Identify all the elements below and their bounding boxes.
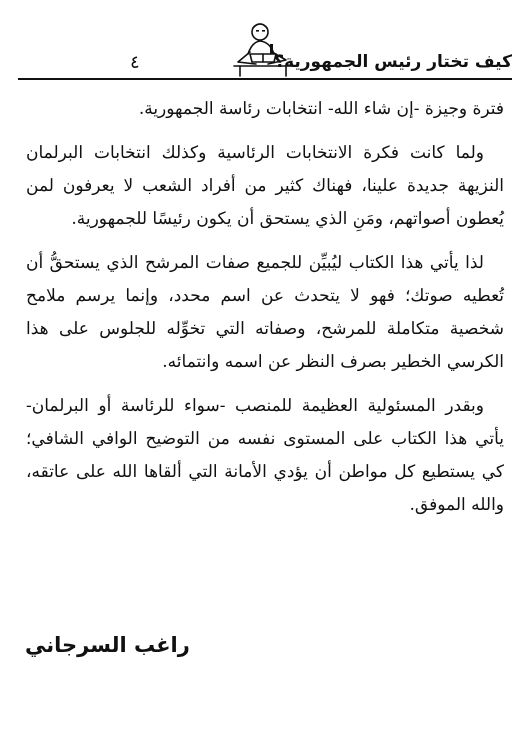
paragraph: فترة وجيزة -إن شاء الله- انتخابات رئاسة الجمهورية.: [138, 99, 504, 119]
author-name: راغب السرجاني: [25, 633, 190, 657]
paragraph: ولما كانت فكرة الانتخابات الرئاسية وكذلك انتخابات البرلمان النزيهة جديدة علينا، فهناك كثير من أفراد الشعب لا يعرفون لمن يُعطون أصواتهم، ومَنِ الذي يستحق أن يكون رئيسًا للجمهورية.: [26, 143, 504, 229]
header-divider: [18, 78, 512, 80]
body-text: [26, 93, 504, 533]
paragraph: لذا يأتي هذا الكتاب ليُبيِّن للجميع صفات المرشح الذي يستحقُّ أن تُعطيه صوتك؛ فهو لا يتحدث عن اسم محدد، وإنما يرسم ملامح شخصية متكاملة للمرشح، وصفاته التي تخوِّله للجلوس على هذا الكرسي الخطير بصرف النظر عن اسمه وانتمائه.: [26, 253, 504, 372]
paragraph: وبقدر المسئولية العظيمة للمنصب -سواء للرئاسة أو البرلمان- يأتي هذا الكتاب على المستوى نفسه من التوضيح الوافي الشافي؛ كي يستطيع كل مواطن أن يؤدي الأمانة التي ألقاها الله على عاتقه، والله الموفق.: [26, 396, 504, 515]
page-number: ٤: [130, 52, 140, 73]
author-signature: [21, 633, 529, 657]
header-title: كيف تختار رئيس الجمهورية؟: [274, 52, 512, 72]
page-header: [18, 18, 512, 80]
